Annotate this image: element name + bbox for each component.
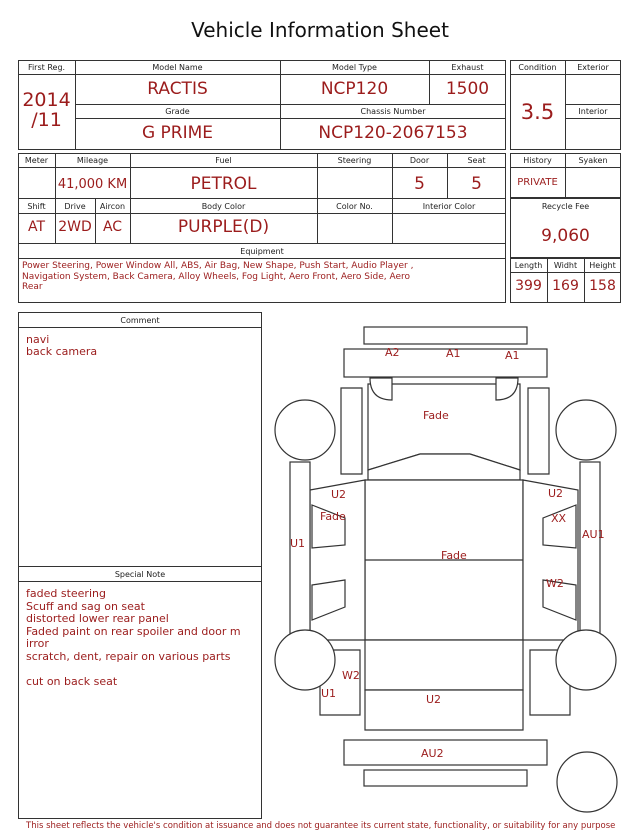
- right-front-wheel: [556, 400, 616, 460]
- special-note-line: irror: [26, 637, 49, 650]
- disclaimer-footer: This sheet reflects the vehicle's condition at issuance and does not guarantee its current state, functionality, or suitability for any purpose: [26, 821, 616, 831]
- first-reg-year: 2014: [22, 89, 71, 111]
- damage-mark-left-fender-fade: Fade: [320, 510, 346, 523]
- damage-mark-roof: Fade: [441, 549, 467, 562]
- history-value: PRIVATE: [517, 177, 558, 188]
- damage-mark-rear-u2: U2: [426, 693, 442, 706]
- left-side-skirt: [290, 462, 310, 657]
- width-value: 169: [552, 278, 579, 294]
- door-value: 5: [414, 174, 425, 194]
- condition-value: 3.5: [520, 100, 555, 124]
- color-no-label: Color No.: [336, 202, 373, 211]
- aircon-label: Aircon: [99, 202, 126, 211]
- right-front-fender-strip: [528, 388, 549, 474]
- damage-mark-left-rear-w2: W2: [342, 669, 360, 682]
- steering-label: Steering: [337, 156, 372, 165]
- page-title: Vehicle Information Sheet: [191, 18, 449, 42]
- trunk: [365, 690, 523, 730]
- seat-label: Seat: [467, 156, 486, 165]
- left-front-fender-strip: [341, 388, 362, 474]
- interior-label: Interior: [578, 107, 608, 116]
- syaken-label: Syaken: [578, 156, 608, 165]
- spare-wheel: [557, 752, 617, 812]
- length-label: Length: [514, 261, 543, 270]
- length-value: 399: [515, 278, 542, 294]
- exterior-label: Exterior: [577, 63, 609, 72]
- front-bumper-top: [364, 327, 527, 344]
- damage-mark-front-a2: A2: [385, 346, 400, 359]
- damage-mark-left-side-u1: U1: [290, 537, 306, 550]
- rear-window: [365, 640, 523, 690]
- fuel-value: PETROL: [190, 174, 257, 194]
- special-note-line: faded steering: [26, 587, 106, 600]
- special-note-line: Faded paint on rear spoiler and door m: [26, 624, 241, 638]
- condition-label: Condition: [518, 63, 557, 72]
- width-label: Widht: [553, 261, 578, 270]
- equipment-value: Power Steering, Power Window All, ABS, Air Bag, New Shape, Push Start, Audio Player , Navigation System, Back Camera, Alloy Wheels, Fog Light, Aero Front, Aero Side, Aero Rear: [22, 261, 414, 292]
- drive-value: 2WD: [58, 219, 92, 235]
- grade-label: Grade: [165, 107, 190, 116]
- first-reg-month: /11: [31, 109, 62, 131]
- damage-mark-hood: Fade: [423, 409, 449, 422]
- special-note-line: Scuff and sag on seat: [26, 599, 145, 613]
- damage-mark-right-side-au1: AU1: [582, 528, 605, 541]
- right-side-skirt: [580, 462, 600, 657]
- model-name-label: Model Name: [152, 63, 203, 72]
- seat-value: 5: [471, 174, 482, 194]
- special-note-label: Special Note: [114, 570, 166, 579]
- right-rear-wheel: [556, 630, 616, 690]
- door-label: Door: [409, 156, 430, 165]
- shift-value: AT: [27, 219, 46, 235]
- chassis-number-value: NCP120-2067153: [318, 123, 468, 143]
- left-front-wheel: [275, 400, 335, 460]
- body-color-value: PURPLE(D): [177, 217, 270, 237]
- damage-mark-front-a1-center: A1: [446, 347, 461, 360]
- height-value: 158: [589, 278, 616, 294]
- rear-bumper: [344, 740, 547, 765]
- comment-label: Comment: [120, 316, 160, 325]
- shift-label: Shift: [27, 202, 46, 211]
- special-note-line: scratch, dent, repair on various parts: [26, 649, 231, 663]
- grade-value: G PRIME: [141, 123, 214, 143]
- model-type-value: NCP120: [320, 79, 389, 99]
- rear-bumper-bottom: [364, 770, 527, 786]
- meter-label: Meter: [24, 156, 49, 165]
- recycle-fee-value: 9,060: [541, 226, 590, 246]
- special-note-line: cut on back seat: [26, 674, 118, 688]
- comment-line: back camera: [26, 345, 98, 358]
- drive-label: Drive: [64, 202, 86, 211]
- damage-mark-left-fender-u2: U2: [331, 488, 347, 501]
- damage-mark-right-rear-w2: W2: [546, 577, 564, 590]
- model-name-value: RACTIS: [147, 79, 208, 99]
- special-note-line: distorted lower rear panel: [26, 612, 169, 625]
- interior-color-label: Interior Color: [422, 202, 476, 211]
- aircon-value: AC: [102, 219, 123, 235]
- damage-mark-front-a1-right: A1: [505, 349, 520, 362]
- damage-mark-left-rear-u1: U1: [321, 687, 337, 700]
- left-rear-wheel: [275, 630, 335, 690]
- first-reg-label: First Reg.: [27, 63, 66, 72]
- model-type-label: Model Type: [332, 63, 377, 72]
- exhaust-label: Exhaust: [451, 63, 484, 72]
- height-label: Height: [589, 261, 616, 270]
- exhaust-value: 1500: [445, 79, 490, 99]
- fuel-label: Fuel: [215, 156, 232, 165]
- equipment-label: Equipment: [240, 247, 284, 256]
- mileage-label: Mileage: [76, 156, 109, 165]
- body-color-label: Body Color: [201, 202, 246, 211]
- damage-mark-rear-bumper-au2: AU2: [421, 747, 444, 760]
- mileage-value: 41,000 KM: [57, 177, 128, 192]
- comment-line: navi: [26, 333, 50, 346]
- recycle-fee-label: Recycle Fee: [541, 202, 590, 211]
- history-label: History: [523, 156, 552, 165]
- damage-mark-right-fender-xx: XX: [551, 512, 567, 525]
- damage-mark-right-fender-u2: U2: [548, 487, 564, 500]
- chassis-number-label: Chassis Number: [360, 107, 426, 116]
